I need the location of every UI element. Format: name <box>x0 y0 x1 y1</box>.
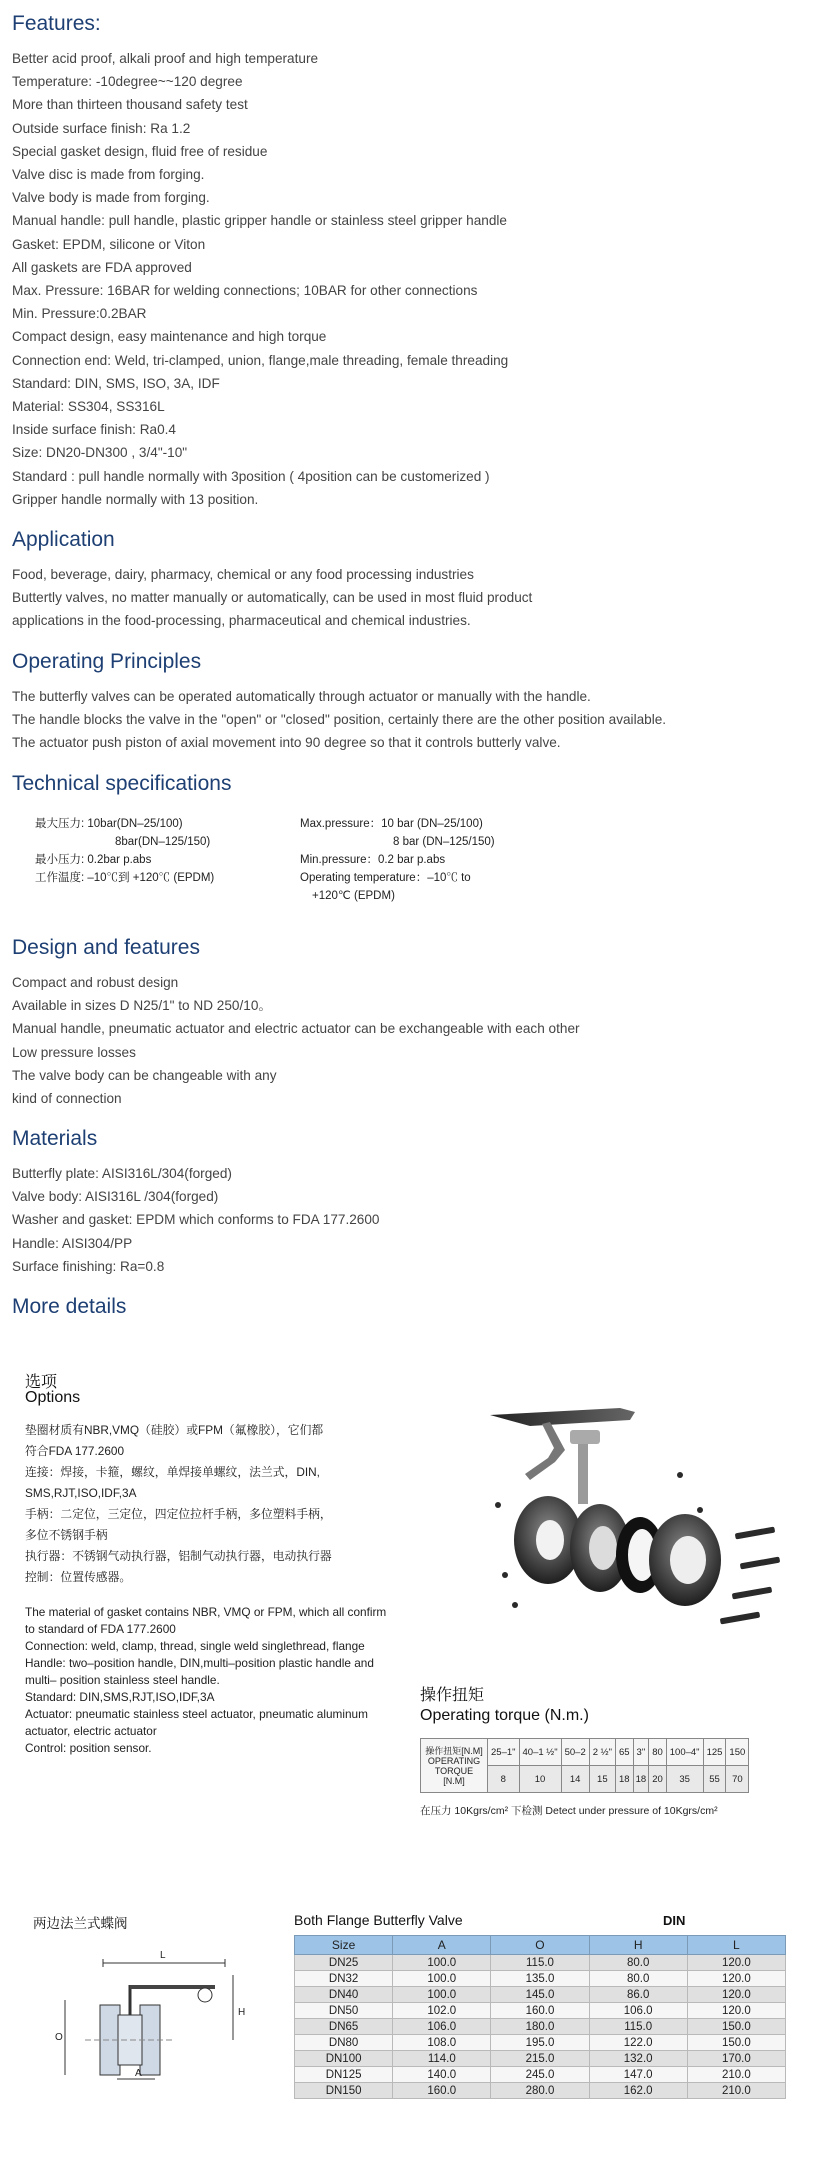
list-item: Compact and robust design <box>12 975 179 990</box>
materials-list <box>12 1162 379 1278</box>
features-heading: Features: <box>12 12 101 35</box>
table-cell: 86.0 <box>589 1987 687 2003</box>
torque-value-cell: 15 <box>589 1766 615 1793</box>
table-cell: 245.0 <box>491 2067 589 2083</box>
list-item: The butterfly valves can be operated automatically through actuator or manually with the handle. <box>12 689 591 704</box>
diagram-label-l: L <box>160 1950 166 1961</box>
tech-spec-en-line: Min.pressure：0.2 bar p.abs <box>300 854 446 866</box>
table-cell: 210.0 <box>687 2083 785 2099</box>
column-header: A <box>393 1936 491 1955</box>
table-cell: 106.0 <box>393 2019 491 2035</box>
list-item: Compact design, easy maintenance and high torque <box>12 329 327 345</box>
list-item: 手柄：二定位，三定位，四定位拉杆手柄，多位塑料手柄， <box>25 1507 332 1521</box>
list-item: kind of connection <box>12 1091 122 1107</box>
table-cell: 120.0 <box>687 2003 785 2019</box>
table-cell: 170.0 <box>687 2051 785 2067</box>
valve-exploded-illustration <box>470 1400 810 1670</box>
torque-table <box>420 1738 749 1793</box>
torque-header-en: OPERATING TORQUE <box>427 1755 481 1776</box>
table-cell: DN25 <box>295 1955 393 1971</box>
flange-valve-diagram <box>55 1945 255 2085</box>
list-item: Standard: DIN, SMS, ISO, 3A, IDF <box>12 375 220 391</box>
list-item: Standard : pull handle normally with 3position ( 4position can be customerized ) <box>12 468 490 484</box>
torque-value-cell: 10 <box>519 1766 561 1793</box>
column-header: H <box>589 1936 687 1955</box>
list-item: 多位不锈钢手柄 <box>25 1528 108 1542</box>
column-header: L <box>687 1936 785 1955</box>
list-item: Valve disc is made from forging. <box>12 167 205 183</box>
list-item: Outside surface finish: Ra 1.2 <box>12 120 191 136</box>
table-row <box>295 2067 786 2083</box>
table-cell: 80.0 <box>589 1971 687 1987</box>
table-row <box>295 1955 786 1971</box>
tech-spec-en-line: Max.pressure：10 bar (DN–25/100) <box>300 818 483 830</box>
torque-size-cell: 2 ½" <box>589 1739 615 1766</box>
table-cell: 180.0 <box>491 2019 589 2035</box>
torque-note: 在压力 10Kgrs/cm² 下检测 Detect under pressure of 10Kgrs/cm² <box>420 1805 718 1817</box>
table-cell: DN100 <box>295 2051 393 2067</box>
torque-title-en: Operating torque (N.m.) <box>420 1707 589 1724</box>
table-cell: 102.0 <box>393 2003 491 2019</box>
flange-dimensions-table <box>294 1935 786 2099</box>
list-item: Inside surface finish: Ra0.4 <box>12 422 176 438</box>
torque-value-cell: 20 <box>649 1766 667 1793</box>
table-cell: 115.0 <box>589 2019 687 2035</box>
torque-size-cell: 150 <box>726 1739 749 1766</box>
list-item: 符合FDA 177.2600 <box>25 1444 125 1458</box>
table-cell: 108.0 <box>393 2035 491 2051</box>
table-cell: DN80 <box>295 2035 393 2051</box>
list-item: Actuator: pneumatic stainless steel actuator, pneumatic aluminum actuator, electric actuator <box>25 1707 368 1738</box>
design-section <box>12 934 580 1110</box>
flange-title-cn: 两边法兰式蝶阀 <box>33 1916 128 1931</box>
table-row <box>295 2051 786 2067</box>
table-cell: 135.0 <box>491 1971 589 1987</box>
list-item: Gripper handle normally with 13 position. <box>12 491 259 507</box>
list-item: Max. Pressure: 16BAR for welding connections; 10BAR for other connections <box>12 283 478 299</box>
options-en-list <box>25 1604 397 1757</box>
torque-size-cell: 25–1" <box>488 1739 520 1766</box>
table-cell: 280.0 <box>491 2083 589 2099</box>
torque-value-cell: 14 <box>561 1766 589 1793</box>
options-title-en: Options <box>25 1389 81 1406</box>
list-item: SMS,RJT,ISO,IDF,3A <box>25 1486 137 1500</box>
torque-value-cell: 18 <box>633 1766 649 1793</box>
torque-title-cn: 操作扭矩 <box>420 1687 485 1704</box>
materials-heading: Materials <box>12 1127 98 1150</box>
list-item: Available in sizes D N25/1" to ND 250/10。 <box>12 998 272 1014</box>
list-item: The actuator push piston of axial movement into 90 degree so that it controls butterly valve. <box>12 735 561 751</box>
tech-spec-cn-line: 8bar(DN–125/150) <box>115 836 211 848</box>
list-item: Surface finishing: Ra=0.8 <box>12 1258 165 1274</box>
torque-size-cell: 40–1 ½" <box>519 1739 561 1766</box>
list-item: Standard: DIN,SMS,RJT,ISO,IDF,3A <box>25 1690 215 1704</box>
torque-value-cell: 70 <box>726 1766 749 1793</box>
list-item: The handle blocks the valve in the "open" or "closed" position, certainly there are the other position available. <box>12 712 667 728</box>
application-list <box>12 563 532 633</box>
operating-heading: Operating Principles <box>12 650 202 673</box>
tech-spec-cn-line: 最大压力: 10bar(DN–25/100) <box>35 818 183 830</box>
table-cell: DN32 <box>295 1971 393 1987</box>
design-heading: Design and features <box>12 936 200 959</box>
list-item: 执行器：不锈钢气动执行器，铝制气动执行器，电动执行器 <box>25 1549 332 1563</box>
list-item: applications in the food-processing, pharmaceutical and chemical industries. <box>12 613 471 629</box>
list-item: 连接：焊接，卡箍，螺纹，单焊接单螺纹，法兰式，DIN, <box>25 1465 320 1479</box>
flange-table-body <box>295 1955 786 2099</box>
application-heading: Application <box>12 528 115 551</box>
list-item: The valve body can be changeable with any <box>12 1067 277 1083</box>
torque-header-cell <box>421 1739 488 1793</box>
flange-title-en: Both Flange Butterfly Valve <box>294 1912 463 1928</box>
list-item: Size: DN20-DN300 , 3/4"-10" <box>12 445 188 461</box>
options-cn-list <box>25 1420 332 1588</box>
tech-spec-cn-line: 工作温度: –10℃到 +120℃ (EPDM) <box>35 872 215 884</box>
tech-spec-en-line: Operating temperature：–10℃ to <box>300 872 471 884</box>
list-item: Min. Pressure:0.2BAR <box>12 306 147 322</box>
table-cell: 120.0 <box>687 1971 785 1987</box>
list-item: Better acid proof, alkali proof and high temperature <box>12 51 319 66</box>
list-item: All gaskets are FDA approved <box>12 259 192 275</box>
operating-list <box>12 685 666 755</box>
table-cell: 215.0 <box>491 2051 589 2067</box>
list-item: Control: position sensor. <box>25 1741 152 1755</box>
table-cell: 160.0 <box>491 2003 589 2019</box>
list-item: The material of gasket contains NBR, VMQ or FPM, which all confirm to standard of FDA 177.2600 <box>25 1605 387 1636</box>
table-cell: 100.0 <box>393 1971 491 1987</box>
list-item: Manual handle: pull handle, plastic gripper handle or stainless steel gripper handle <box>12 213 507 229</box>
features-section <box>12 10 508 511</box>
table-row <box>295 2083 786 2099</box>
torque-header-cn: 操作扭矩[N.M] <box>425 1745 483 1756</box>
torque-value-cell: 18 <box>615 1766 633 1793</box>
table-cell: 80.0 <box>589 1955 687 1971</box>
torque-size-cell: 80 <box>649 1739 667 1766</box>
column-header: O <box>491 1936 589 1955</box>
table-cell: 106.0 <box>589 2003 687 2019</box>
table-cell: DN50 <box>295 2003 393 2019</box>
flange-table-header <box>295 1936 786 1955</box>
list-item: 控制：位置传感器。 <box>25 1570 132 1584</box>
list-item: Buttertly valves, no matter manually or automatically, can be used in most fluid product <box>12 590 533 606</box>
table-cell: 114.0 <box>393 2051 491 2067</box>
flange-standard: DIN <box>663 1913 686 1928</box>
list-item: Special gasket design, fluid free of residue <box>12 143 268 159</box>
table-cell: 100.0 <box>393 1987 491 2003</box>
right-flange <box>649 1514 721 1606</box>
list-item: Low pressure losses <box>12 1044 136 1060</box>
list-item: Washer and gasket: EPDM which conforms to FDA 177.2600 <box>12 1212 380 1228</box>
torque-header-unit: [N.M] <box>443 1775 465 1786</box>
tech-spec-en <box>300 815 495 905</box>
operating-section <box>12 648 666 755</box>
options-title-cn: 选项 <box>25 1374 58 1391</box>
table-cell: DN150 <box>295 2083 393 2099</box>
table-cell: 140.0 <box>393 2067 491 2083</box>
list-item: Connection end: Weld, tri-clamped, union, flange,male threading, female threading <box>12 352 509 368</box>
more-details-section <box>12 1293 126 1321</box>
technical-heading: Technical specifications <box>12 772 232 795</box>
list-item: Valve body: AISI316L /304(forged) <box>12 1189 219 1205</box>
handle-lever <box>490 1408 635 1480</box>
torque-value-cell: 8 <box>488 1766 520 1793</box>
table-cell: 162.0 <box>589 2083 687 2099</box>
torque-size-cell: 100–4" <box>666 1739 703 1766</box>
tech-spec-en-line: 8 bar (DN–125/150) <box>393 836 495 848</box>
design-list <box>12 971 580 1110</box>
table-cell: 120.0 <box>687 1955 785 1971</box>
table-row <box>295 2003 786 2019</box>
table-cell: 100.0 <box>393 1955 491 1971</box>
list-item: Valve body is made from forging. <box>12 190 210 206</box>
table-cell: 150.0 <box>687 2035 785 2051</box>
table-row <box>295 2019 786 2035</box>
diagram-label-o: O <box>55 2032 63 2043</box>
tech-spec-cn-line: 最小压力: 0.2bar p.abs <box>35 854 152 866</box>
table-cell: 150.0 <box>687 2019 785 2035</box>
torque-size-row <box>421 1739 749 1766</box>
list-item: More than thirteen thousand safety test <box>12 97 248 113</box>
table-cell: 115.0 <box>491 1955 589 1971</box>
technical-section <box>12 770 231 798</box>
features-list <box>12 47 508 511</box>
table-row <box>295 2035 786 2051</box>
table-cell: DN40 <box>295 1987 393 2003</box>
table-cell: 147.0 <box>589 2067 687 2083</box>
list-item: 垫圈材质有NBR,VMQ（硅胶）或FPM（氟橡胶），它们都 <box>25 1423 324 1437</box>
table-cell: 145.0 <box>491 1987 589 2003</box>
list-item: Manual handle, pneumatic actuator and electric actuator can be exchangeable with each other <box>12 1021 580 1037</box>
valve-stem <box>578 1444 588 1504</box>
list-item: Material: SS304, SS316L <box>12 399 165 415</box>
table-cell: 122.0 <box>589 2035 687 2051</box>
list-item: Butterfly plate: AISI316L/304(forged) <box>12 1166 232 1181</box>
torque-size-cell: 3" <box>633 1739 649 1766</box>
column-header: Size <box>295 1936 393 1955</box>
list-item: Temperature: -10degree~~120 degree <box>12 74 243 90</box>
torque-value-cell: 55 <box>703 1766 726 1793</box>
tech-spec-en-line: +120℃ (EPDM) <box>312 890 395 902</box>
list-item: Food, beverage, dairy, pharmacy, chemical or any food processing industries <box>12 567 474 582</box>
table-cell: 195.0 <box>491 2035 589 2051</box>
torque-size-cell: 125 <box>703 1739 726 1766</box>
table-cell: 132.0 <box>589 2051 687 2067</box>
list-item: Connection: weld, clamp, thread, single weld singlethread, flange <box>25 1639 365 1653</box>
list-item: Gasket: EPDM, silicone or Viton <box>12 236 206 252</box>
torque-size-cell: 65 <box>615 1739 633 1766</box>
table-cell: DN65 <box>295 2019 393 2035</box>
torque-size-cell: 50–2 <box>561 1739 589 1766</box>
table-cell: 120.0 <box>687 1987 785 2003</box>
more-details-heading: More details <box>12 1295 127 1318</box>
tech-spec-cn <box>35 815 214 887</box>
list-item: Handle: two–position handle, DIN,multi–position plastic handle and multi– position stainless steel handle. <box>25 1656 374 1687</box>
table-row <box>295 1971 786 1987</box>
diagram-label-h: H <box>238 2007 246 2018</box>
table-cell: DN125 <box>295 2067 393 2083</box>
application-section <box>12 526 532 633</box>
torque-value-cell: 35 <box>666 1766 703 1793</box>
table-row <box>295 1987 786 2003</box>
materials-section <box>12 1125 379 1278</box>
diagram-label-a: A <box>135 2068 142 2079</box>
list-item: Handle: AISI304/PP <box>12 1235 133 1251</box>
table-cell: 160.0 <box>393 2083 491 2099</box>
table-cell: 210.0 <box>687 2067 785 2083</box>
